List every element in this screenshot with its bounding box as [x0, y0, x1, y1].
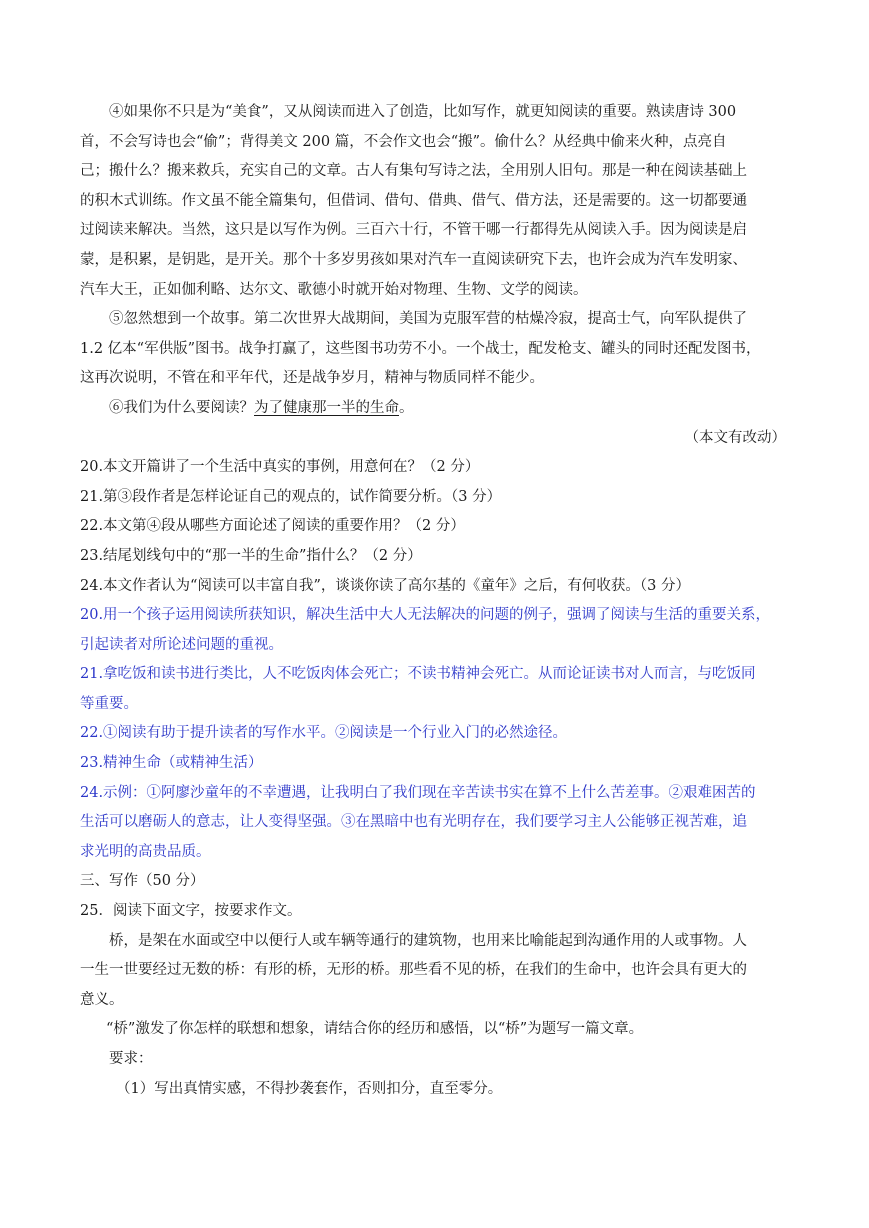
answer-line: 23.精神生命（或精神生活） [80, 755, 263, 772]
answer-line: 等重要。 [80, 695, 138, 712]
passage-para5-line: ⑤忽然想到一个故事。第二次世界大战期间，美国为克服军营的枯燥冷寂，提高士气，向军队提供了 [109, 311, 747, 328]
passage-para4-line: 蒙，是积累，是钥匙，是开关。那个十多岁男孩如果对汽车一直阅读研究下去，也许会成为汽车发明家、 [80, 251, 747, 268]
answer-line: 20.用一个孩子运用阅读所获知识，解决生活中大人无法解决的问题的例子，强调了阅读与生活的重要关系， [80, 607, 771, 624]
para6-underlined-sentence: 为了健康那一半的生命 [254, 399, 399, 416]
passage-para5-line: 这再次说明，不管在和平年代，还是战争岁月，精神与物质同样不能少。 [80, 370, 544, 387]
writing-prompt-line: 意义。 [80, 991, 124, 1008]
question-23: 23.结尾划线句中的“那一半的生命”指什么？（2 分） [80, 547, 422, 564]
answer-line: 求光明的高贵品质。 [80, 843, 211, 860]
answer-line: 24.示例：①阿廖沙童年的不幸遭遇，让我明白了我们现在辛苦读书实在算不上什么苦差事。②艰难困苦的 [80, 784, 756, 801]
writing-prompt-line: 桥，是架在水面或空中以便行人或车辆等通行的建筑物，也用来比喻能起到沟通作用的人或事物。人 [109, 932, 747, 949]
writing-section-title: 三、写作（50 分） [80, 873, 205, 890]
answer-line: 21.拿吃饭和读书进行类比，人不吃饭肉体会死亡；不读书精神会死亡。从而论证读书对人而言，与吃饭同 [80, 666, 756, 683]
writing-instruction: “桥”激发了你怎样的联想和想象，请结合你的经历和感悟，以“桥”为题写一篇文章。 [106, 1021, 644, 1038]
answer-line: 22.①阅读有助于提升读者的写作水平。②阅读是一个行业入门的必然途径。 [80, 725, 568, 742]
passage-para6 [80, 394, 792, 424]
question-20: 20.本文开篇讲了一个生活中真实的事例，用意何在？（2 分） [80, 459, 480, 476]
passage-para4-line: 己；搬什么？搬来救兵，充实自己的文章。古人有集句写诗之法，全用别人旧句。那是一种在阅读基础上 [80, 163, 747, 180]
para6-prefix: ⑥我们为什么要阅读？ [109, 399, 254, 416]
answer-line: 生活可以磨砺人的意志，让人变得坚强。③在黑暗中也有光明存在，我们要学习主人公能够正视苦难，追 [80, 814, 747, 831]
passage-para4-line: 的积木式训练。作文虽不能全篇集句，但借词、借句、借典、借气、借方法，还是需要的。这一切都要通 [80, 192, 747, 209]
passage-para4-line: 首，不会写诗也会“偷”；背得美文 200 篇，不会作文也会“搬”。偷什么？从经典中偷来火种，点亮自 [80, 133, 727, 150]
passage-para4-line: ④如果你不只是为“美食”，又从阅读而进入了创造，比如写作，就更知阅读的重要。熟读唐诗 300 [109, 104, 737, 120]
passage-para4-line: 过阅读来解决。当然，这只是以写作为例。三百六十行，不管干哪一行都得先从阅读入手。因为阅读是启 [80, 222, 747, 239]
requirement-1: （1）写出真情实感，不得抄袭套作，否则扣分，直至零分。 [116, 1080, 503, 1097]
source-note: （本文有改动） [684, 429, 786, 446]
question-22: 22.本文第④段从哪些方面论述了阅读的重要作用？（2 分） [80, 518, 465, 535]
answer-line: 引起读者对所论述问题的重视。 [80, 636, 283, 653]
document-page [80, 98, 792, 1104]
writing-question-25: 25．阅读下面文字，按要求作文。 [80, 903, 302, 920]
para6-suffix: 。 [399, 399, 414, 416]
passage-para5-line: 1.2 亿本“军供版”图书。战争打赢了，这些图书功劳不小。一个战士，配发枪支、罐头的同时还配发图书， [80, 340, 761, 357]
question-21: 21.第③段作者是怎样论证自己的观点的，试作简要分析。（3 分） [80, 488, 502, 505]
requirements-label: 要求： [109, 1051, 153, 1067]
passage-para4-line: 汽车大王，正如伽利略、达尔文、歌德小时就开始对物理、生物、文学的阅读。 [80, 281, 588, 298]
question-24: 24.本文作者认为“阅读可以丰富自我”，谈谈你读了高尔基的《童年》之后，有何收获。（3 分） [80, 577, 690, 594]
writing-prompt-line: 一生一世要经过无数的桥：有形的桥，无形的桥。那些看不见的桥，在我们的生命中，也许会具有更大的 [80, 962, 747, 979]
